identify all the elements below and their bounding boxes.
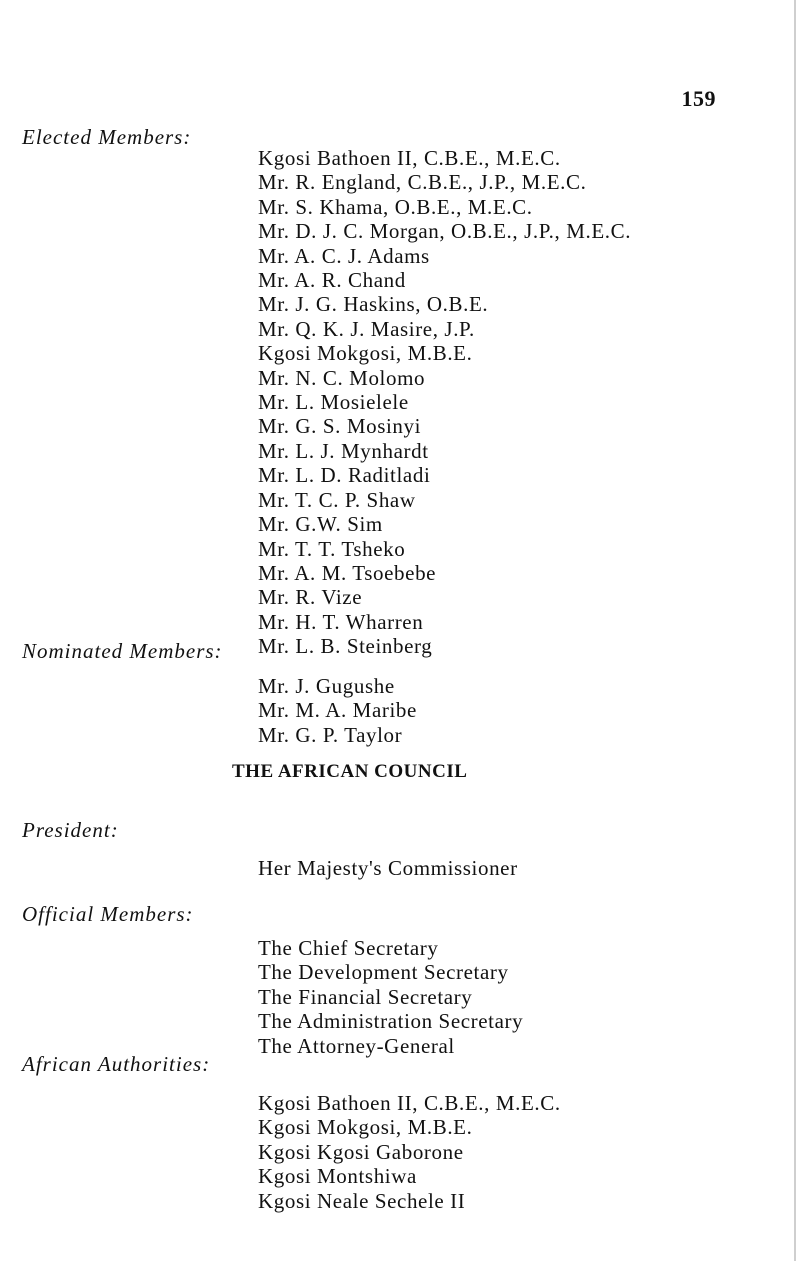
- name-entry: Mr. S. Khama, O.B.E., M.E.C.: [258, 194, 533, 219]
- name-entry: Kgosi Mokgosi, M.B.E.: [258, 341, 473, 366]
- name-entry: Mr. M. A. Maribe: [258, 698, 417, 723]
- name-entry: Mr. L. B. Steinberg: [258, 634, 433, 659]
- name-entry: Kgosi Kgosi Gaborone: [258, 1139, 464, 1164]
- name-entry: Kgosi Mokgosi, M.B.E.: [258, 1115, 473, 1140]
- name-entry: Mr. G.W. Sim: [258, 512, 383, 537]
- name-entry: The Attorney-General: [258, 1033, 455, 1058]
- name-entry: The Financial Secretary: [258, 984, 473, 1009]
- name-entry: The Development Secretary: [258, 960, 509, 985]
- name-entry: The Chief Secretary: [258, 936, 439, 960]
- name-entry: Mr. H. T. Wharren: [258, 609, 424, 634]
- elected-members-list: [258, 146, 631, 659]
- name-entry: Mr. A. R. Chand: [258, 268, 406, 293]
- name-entry: Mr. R. England, C.B.E., J.P., M.E.C.: [258, 170, 587, 195]
- name-entry: Mr. T. T. Tsheko: [258, 536, 406, 561]
- name-entry: Mr. J. G. Haskins, O.B.E.: [258, 292, 489, 317]
- name-entry: Mr. L. J. Mynhardt: [258, 438, 429, 463]
- name-entry: Mr. R. Vize: [258, 585, 363, 610]
- president-value: [258, 856, 518, 880]
- name-entry: Mr. A. C. J. Adams: [258, 243, 430, 268]
- name-entry: Mr. G. P. Taylor: [258, 722, 403, 747]
- name-entry: Mr. G. S. Mosinyi: [258, 414, 422, 439]
- name-entry: Mr. J. Gugushe: [258, 674, 395, 698]
- name-entry: Mr. D. J. C. Morgan, O.B.E., J.P., M.E.C.: [258, 219, 632, 244]
- name-entry: Mr. T. C. P. Shaw: [258, 487, 416, 512]
- name-entry: Kgosi Neale Sechele II: [258, 1188, 466, 1213]
- official-members-list: [258, 936, 523, 1058]
- nominated-members-list: [258, 674, 417, 747]
- elected-members-label: Elected Members:: [22, 125, 192, 149]
- nominated-members-label: Nominated Members:: [22, 639, 223, 663]
- president-label: President:: [22, 818, 119, 842]
- name-entry: Mr. N. C. Molomo: [258, 365, 426, 390]
- name-entry: Mr. L. D. Raditladi: [258, 463, 431, 488]
- name-entry: Mr. L. Mosielele: [258, 390, 409, 415]
- name-entry: The Administration Secretary: [258, 1009, 524, 1034]
- president-name: Her Majesty's Commissioner: [258, 856, 518, 880]
- african-authorities-list: [258, 1091, 561, 1213]
- name-entry: Kgosi Bathoen II, C.B.E., M.E.C.: [258, 1091, 561, 1115]
- name-entry: Mr. A. M. Tsoebebe: [258, 560, 437, 585]
- name-entry: Kgosi Bathoen II, C.B.E., M.E.C.: [258, 146, 561, 170]
- official-members-label: Official Members:: [22, 902, 194, 926]
- page-number: 159: [681, 86, 716, 111]
- african-authorities-label: African Authorities:: [22, 1052, 211, 1076]
- page-edge-rule: [794, 0, 796, 1261]
- african-council-heading: THE AFRICAN COUNCIL: [232, 761, 468, 782]
- name-entry: Mr. Q. K. J. Masire, J.P.: [258, 316, 475, 341]
- name-entry: Kgosi Montshiwa: [258, 1164, 417, 1189]
